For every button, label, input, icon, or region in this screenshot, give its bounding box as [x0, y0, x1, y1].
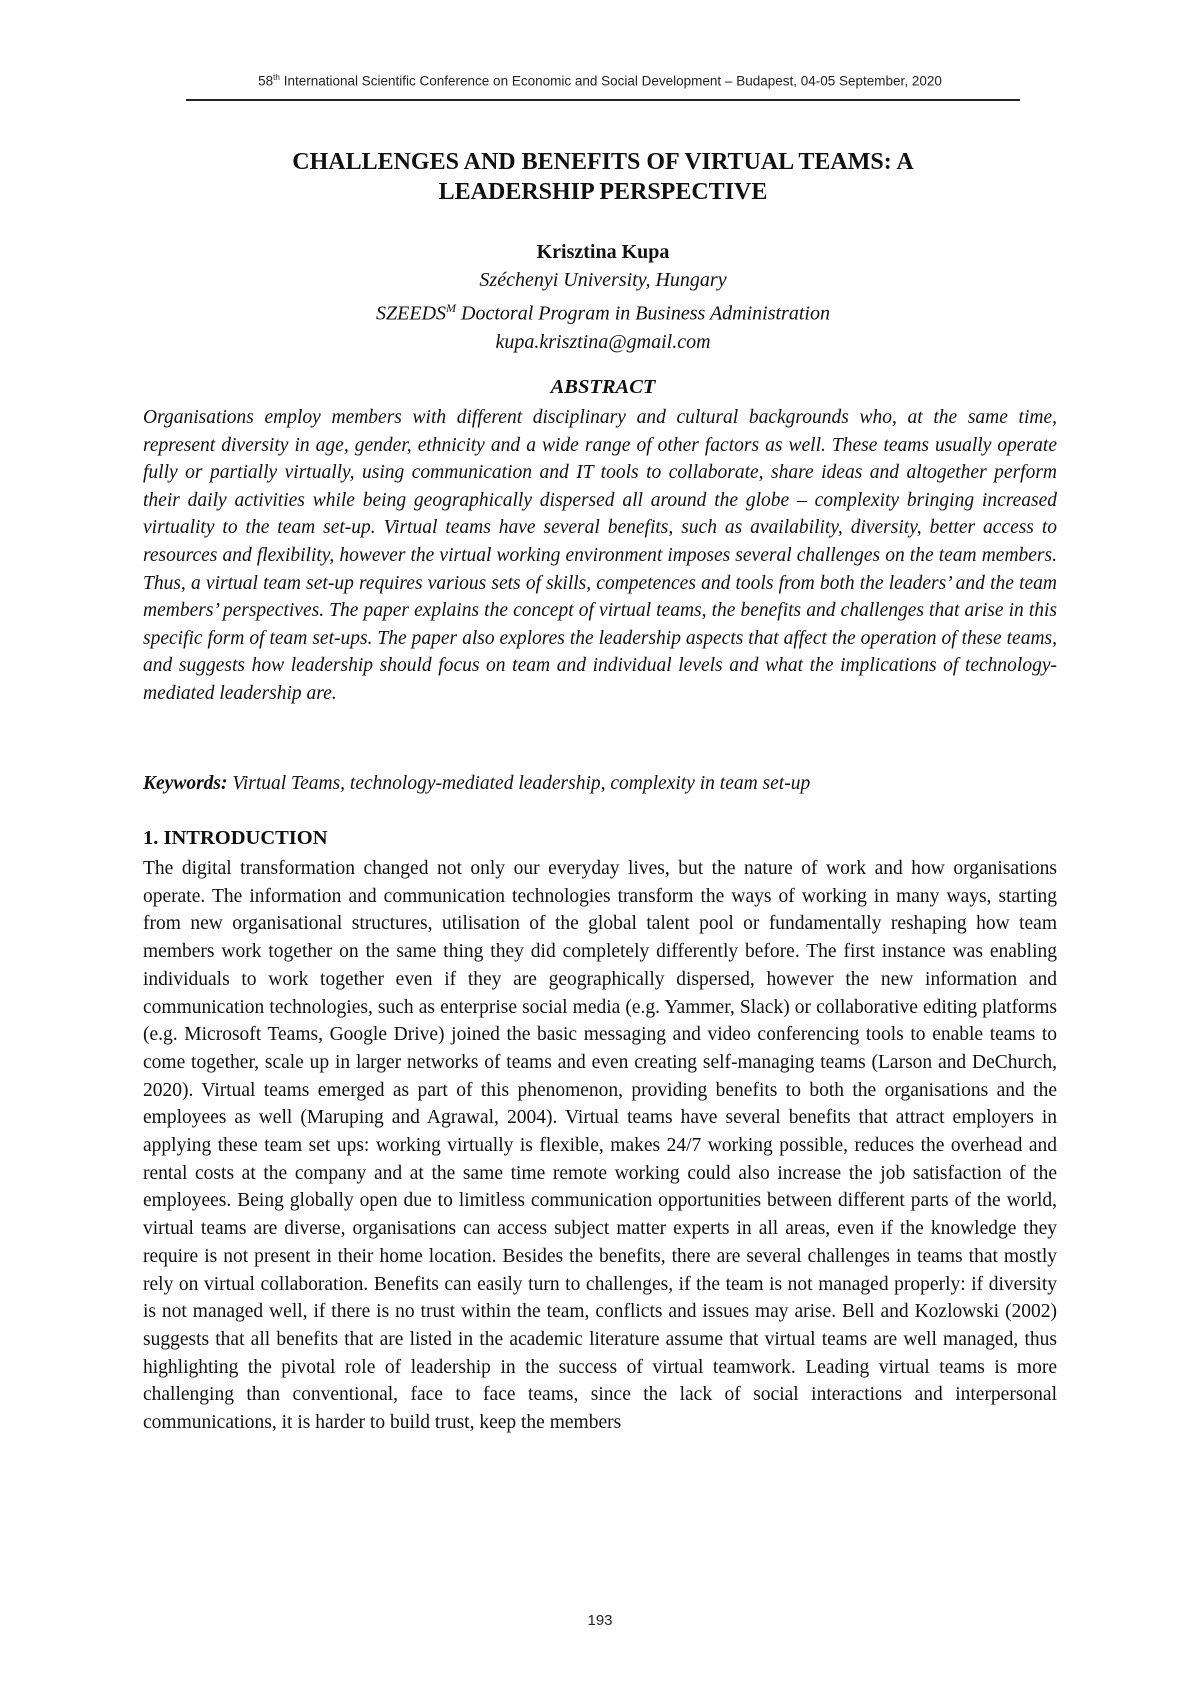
abstract-text: Organisations employ members with different disciplinary and cultural backgrounds who, at the same time, represent diversity in age, gender, ethnicity and a wide range of other factors as well. These teams usually operate fully or partially virtually, using communication and IT tools to collaborate, share ideas and altogether perform their daily activities while being geographically dispersed all around the globe – complexity bringing increased virtuality to the team set-up. Virtual teams have several benefits, such as availability, diversity, better access to resources and flexibility, however the virtual working environment imposes several challenges on the team members. Thus, a virtual team set-up requires various sets of skills, competences and tools from both the leaders’ and the team members’ perspectives. The paper explains the concept of virtual teams, the benefits and challenges that arise in this specific form of team set-ups. The paper also explores the leadership aspects that affect the operation of these teams, and suggests how leadership should focus on team and individual levels and what the implications of technology-mediated leadership are.: [143, 407, 1057, 704]
author-block: [186, 238, 1020, 356]
program-prefix: SZEEDS: [376, 302, 447, 325]
running-header: [0, 73, 1200, 89]
author-email: kupa.krisztina@gmail.com: [495, 330, 711, 353]
introduction-body: The digital transformation changed not only our everyday lives, but the nature of work and how organisations operate. The information and communication technologies transform the ways of working in many ways, starting from new organisational structures, utilisation of the global talent pool or fundamentally reshaping how team members work together on the same thing they did completely differently before. The first instance was enabling individuals to work together even if they are geographically dispersed, however the new information and communication technologies, such as enterprise social media (e.g. Yammer, Slack) or collaborative editing platforms (e.g. Microsoft Teams, Google Drive) joined the basic messaging and video conferencing tools to enable teams to come together, scale up in larger networks of teams and even creating self-managing teams (Larson and DeChurch, 2020). Virtual teams emerged as part of this phenomenon, providing benefits to both the organisations and the employees as well (Maruping and Agrawal, 2004). Virtual teams have several benefits that attract employers in applying these team set ups: working virtually is flexible, makes 24/7 working possible, reduces the overhead and rental costs at the company and at the same time remote working could also increase the job satisfaction of the employees. Being globally open due to limitless communication opportunities between different parts of the world, virtual teams are diverse, organisations can access subject matter experts in all areas, even if the knowledge they require is not present in their home location. Besides the benefits, there are several challenges in teams that mostly rely on virtual collaboration. Benefits can easily turn to challenges, if the team is not managed properly: if diversity is not managed well, if there is no trust within the team, conflicts and issues may arise. Bell and Kozlowski (2002) suggests that all benefits that are listed in the academic literature assume that virtual teams are well managed, thus highlighting the pivotal role of leadership in the success of virtual teamwork. Leading virtual teams is more challenging than conventional, face to face teams, since the lack of social interactions and interpersonal communications, it is harder to build trust, keep the members: [143, 858, 1057, 1434]
abstract-heading: ABSTRACT: [550, 376, 656, 398]
program-superscript: M: [446, 301, 457, 315]
header-ordinal: 58: [258, 73, 274, 89]
author-affiliation: Széchenyi University, Hungary: [479, 269, 727, 291]
section-heading-introduction: 1. INTRODUCTION: [143, 827, 328, 849]
title-line-2: LEADERSHIP PERSPECTIVE: [438, 179, 768, 205]
keywords: [143, 770, 1057, 797]
keywords-label: Keywords:: [143, 773, 228, 794]
page-number: 193: [587, 1612, 613, 1629]
title-line-1: CHALLENGES AND BENEFITS OF VIRTUAL TEAMS: A: [292, 149, 914, 175]
keywords-list: Virtual Teams, technology-mediated leadership, complexity in team set-up: [227, 773, 811, 794]
header-text: International Scientific Conference on Economic and Social Development – Budapest, 04-05 September, 2020: [279, 73, 942, 89]
program-rest: Doctoral Program in Business Administration: [456, 302, 830, 325]
header-ordinal-suffix: th: [273, 73, 280, 82]
author-name: Krisztina Kupa: [536, 241, 670, 263]
paper-title: [186, 147, 1020, 207]
author-program: [186, 294, 1020, 328]
header-rule: [186, 99, 1020, 101]
